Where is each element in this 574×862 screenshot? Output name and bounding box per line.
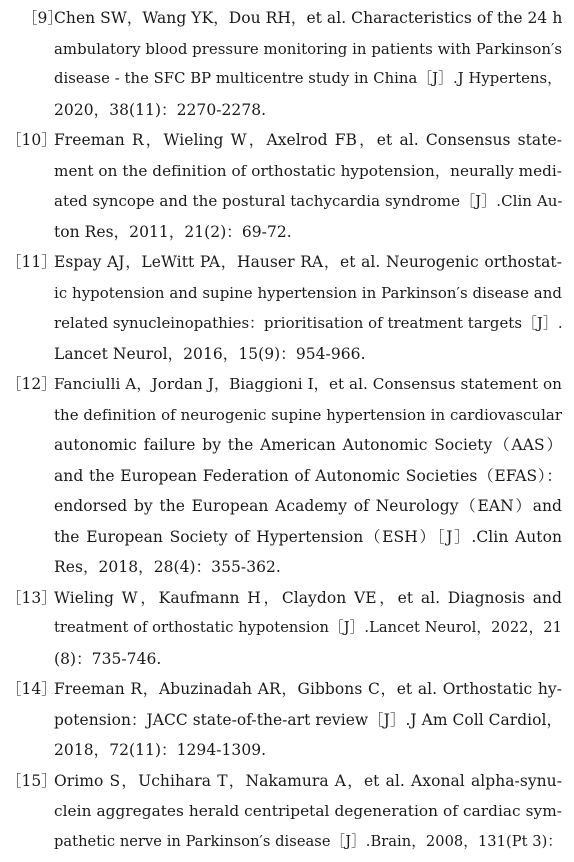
reference-text-line: ton Res，2011，21(2)：69-72. — [54, 222, 292, 241]
reference-text-line: Lancet Neurol，2016，15(9)：954-966. — [54, 344, 366, 363]
reference-text-line: endorsed by the European Academy of Neurology（EAN）and — [54, 497, 562, 515]
reference-text-line: Espay AJ，LeWitt PA，Hauser RA，et al. Neurogenic orthostat- — [54, 253, 562, 271]
reference-text-line: disease - the SFC BP multicentre study in China［J］.J Hypertens， — [54, 70, 562, 87]
reference-text-line: and the European Federation of Autonomic Societies（EFAS）： — [54, 466, 562, 485]
reference-text-line: the European Society of Hypertension（ESH）［J］.Clin Auton — [54, 527, 562, 546]
reference-text-line: ated syncope and the postural tachycardia syndrome［J］.Clin Au- — [54, 192, 563, 210]
reference-text-line: Res，2018，28(4)：355-362. — [54, 558, 281, 576]
reference-item-12 — [0, 369, 574, 583]
reference-text-line: ic hypotension and supine hypertension in Parkinson′s disease and — [54, 283, 562, 302]
reference-item-11 — [0, 247, 574, 369]
reference-item-9 — [0, 3, 574, 125]
reference-text-line: clein aggregates herald centripetal degeneration of cardiac sym- — [54, 802, 562, 820]
reference-text-line: (8)：735-746. — [54, 649, 162, 668]
reference-list — [0, 3, 574, 857]
reference-text-line: ment on the definition of orthostatic hypotension，neurally medi- — [54, 161, 562, 180]
reference-text-line: potension：JACC state-of-the-art review［J］.J Am Coll Cardiol， — [54, 710, 562, 729]
reference-text-line: related synucleinopathies：prioritisation of treatment targets［J］. — [54, 314, 563, 332]
reference-text-line: autonomic failure by the American Autonomic Society（AAS） — [54, 436, 562, 454]
reference-text-line: Freeman R，Abuzinadah AR，Gibbons C，et al. Orthostatic hy- — [54, 680, 562, 698]
reference-item-10 — [0, 125, 574, 247]
reference-text-line: pathetic nerve in Parkinson′s disease［J］.Brain，2008，131(Pt 3)： — [54, 832, 562, 850]
reference-text-line: Wieling W，Kaufmann H，Claydon VE，et al. Diagnosis and — [54, 588, 562, 607]
reference-text-line: the definition of neurogenic supine hypertension in cardiovascular — [54, 405, 562, 424]
reference-text-line: treatment of orthostatic hypotension［J］.Lancet Neurol，2022，21 — [54, 619, 562, 636]
reference-item-15 — [0, 766, 574, 858]
reference-number: ［15］ — [6, 771, 57, 790]
reference-text-line: ambulatory blood pressure monitoring in patients with Parkinson′s — [54, 39, 563, 58]
reference-text-line: 2018，72(11)：1294-1309. — [54, 741, 267, 759]
reference-text-line: 2020，38(11)：2270-2278. — [54, 100, 267, 119]
reference-number: ［11］ — [6, 253, 57, 271]
reference-text-line: Fanciulli A，Jordan J，Biaggioni I，et al. Consensus statement on — [54, 375, 562, 393]
reference-item-13 — [0, 583, 574, 675]
reference-number: ［9］ — [22, 9, 63, 27]
reference-text-line: Freeman R，Wieling W，Axelrod FB，et al. Consensus state- — [54, 131, 562, 149]
reference-item-14 — [0, 674, 574, 766]
reference-number: ［10］ — [6, 131, 57, 149]
reference-number: ［12］ — [6, 375, 57, 393]
reference-number: ［14］ — [6, 680, 57, 698]
reference-number: ［13］ — [6, 588, 57, 607]
reference-text-line: Chen SW，Wang YK，Dou RH，et al. Characteristics of the 24 h — [54, 9, 563, 27]
reference-text-line: Orimo S，Uchihara T，Nakamura A，et al. Axonal alpha-synu- — [54, 771, 562, 790]
